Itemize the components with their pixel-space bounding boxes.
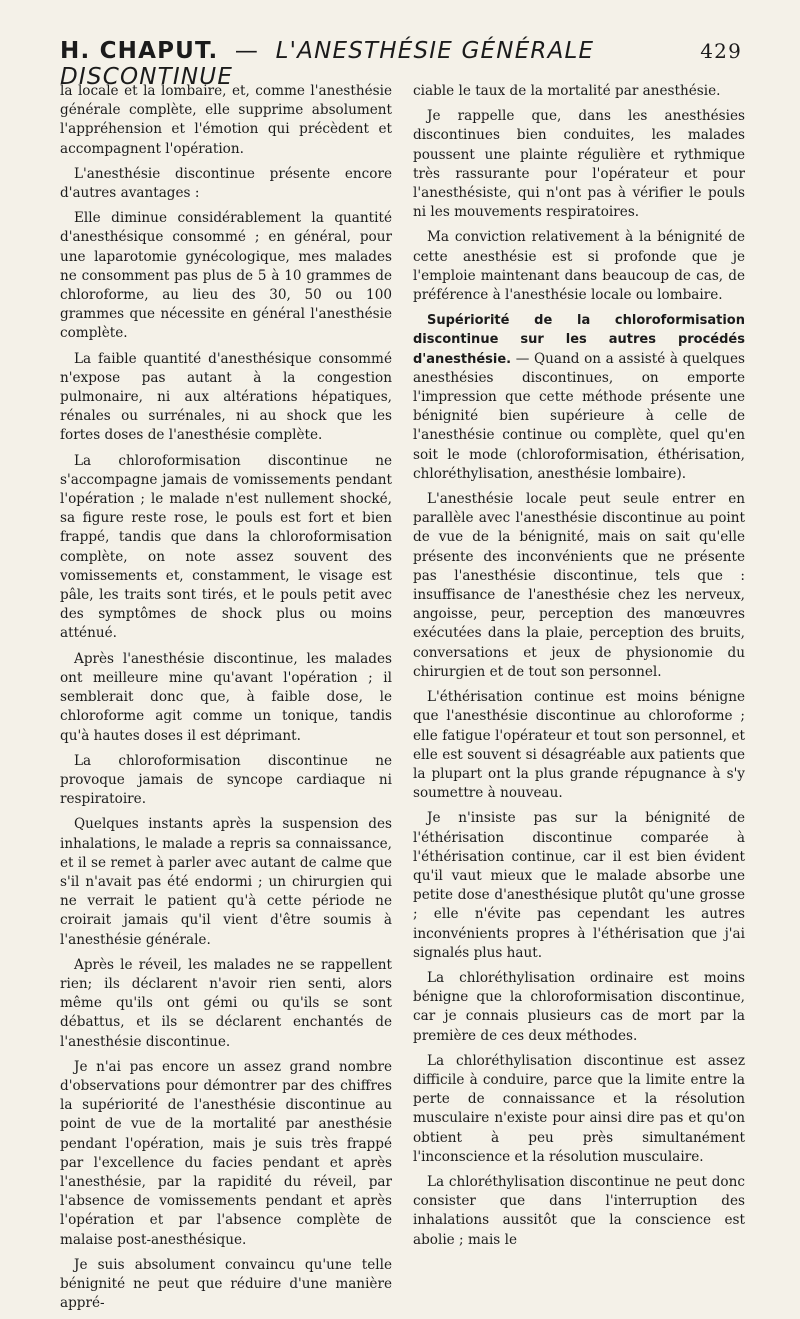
running-header: [60, 38, 742, 90]
paragraph: la locale et la lombaire, et, comme l'anesthésie générale complète, elle supprime absolument l'appréhension et l'émotion qui précèdent et accompagnent l'opération.: [60, 83, 392, 157]
paragraph: La chloroformisation discontinue ne s'accompagne jamais de vomissements pendant l'opération ; le malade n'est nullement shocké, sa figure reste rose, le pouls est fort et bien frappé, tandis que dans la chloroformisation complète, on note assez souvent des vomissements et, constamment, le visage est pâle, les traits sont tirés, et le pouls petit avec des symptômes de shock plus ou moins atténué.: [60, 452, 392, 642]
paragraph: L'anesthésie locale peut seule entrer en parallèle avec l'anesthésie discontinue au point de vue de la bénignité, mais on sait qu'elle présente des inconvénients que ne présente pas l'anesthésie discontinue, tels que : insuffisance de l'anesthésie chez les nerveux, angoisse, peur, perception des manœuvres exécutées dans la plaie, perception des bruits, conversations et jeux de physionomie du chirurgien et de tout son personnel.: [413, 491, 745, 680]
paragraph: Je rappelle que, dans les anesthésies discontinues bien conduites, les malades poussent une plainte régulière et rythmique très rassurante pour l'opérateur et pour l'anesthésiste, qui n'ont pas à vérifier le pouls ni les mouvements respiratoires.: [413, 108, 745, 221]
paragraph: Après l'anesthésie discontinue, les malades ont meilleure mine qu'avant l'opération ; il semblerait donc que, à faible dose, le chloroforme agit comme un tonique, tandis qu'à hautes doses il est déprimant.: [60, 650, 392, 744]
page-number: 429: [700, 39, 742, 63]
paragraph: Je n'insiste pas sur la bénignité de l'éthérisation discontinue comparée à l'éthérisation continue, car il est bien évident qu'il vaut mieux que le malade absorbe une petite dose d'anesthésique plutôt qu'une grosse ; elle n'évite pas cependant les autres inconvénients propres à l'éthérisation que j'ai signalés plus haut.: [413, 810, 745, 961]
right-column: [413, 82, 745, 1256]
header-separator: —: [234, 38, 260, 64]
paragraph: Je n'ai pas encore un assez grand nombre d'observations pour démontrer par des chiffres la supériorité de l'anesthésie discontinue au point de vue de la mortalité par anesthésie pendant l'opération, mais je suis très frappé par l'excellence du facies pendant et après l'anesthésie, par la rapidité du réveil, par l'absence de vomissements pendant et après l'opération et par l'absence complète de malaise post-anesthésique.: [60, 1058, 392, 1248]
paragraph: L'anesthésie discontinue présente encore d'autres avantages :: [60, 165, 392, 202]
section-heading: Supériorité de la chloroformisation discontinue sur les autres procédés d'anesthésie.: [413, 313, 745, 367]
paragraph: L'éthérisation continue est moins bénigne que l'anesthésie discontinue au chloroforme ; elle fatigue l'opérateur et tout son personnel, et elle est souvent si désagréable aux patients que la plupart ont la plus grande répugnance à s'y soumettre à nouveau.: [413, 689, 745, 802]
paragraph: Quelques instants après la suspension des inhalations, le malade a repris sa connaissance, et il se remet à parler avec autant de calme que s'il n'avait pas été endormi ; un chirurgien qui ne verrait le patient qu'à cette période ne croirait jamais qu'il vient d'être soumis à l'anesthésie générale.: [60, 816, 392, 948]
running-title: L'ANESTHÉSIE GÉNÉRALE DISCONTINUE: [60, 38, 595, 90]
paragraph: La chloréthylisation discontinue est assez difficile à conduire, parce que la limite entre la perte de connaissance et la résolution musculaire n'existe pour ainsi dire pas et qu'on obtient à peu près simultanément l'inconscience et la résolution musculaire.: [413, 1052, 745, 1165]
paragraph: Je suis absolument convaincu qu'une telle bénignité ne peut que réduire d'une manière appré-: [60, 1256, 392, 1312]
paragraph: La chloroformisation discontinue ne provoque jamais de syncope cardiaque ni respiratoire.: [60, 752, 392, 808]
section-text: — Quand on a assisté à quelques anesthésies discontinues, on emporte l'impression que cette méthode présente une bénignité bien supérieure à celle de l'anesthésie continue ou complète, quel qu'en soit le mode (chloroformisation, éthérisation, chloréthylisation, anesthésie lombaire).: [413, 350, 745, 482]
paragraph: Après le réveil, les malades ne se rappellent rien; ils déclarent n'avoir rien senti, alors même qu'ils ont gémi ou qu'ils se sont débattus, et ils se déclarent enchantés de l'anesthésie discontinue.: [60, 956, 392, 1050]
paragraph: La faible quantité d'anesthésique consommé n'expose pas autant à la congestion pulmonaire, ni aux altérations hépatiques, rénales ou surrénales, ni au shock que les fortes doses de l'anesthésie complète.: [60, 350, 392, 444]
paragraph: La chloréthylisation discontinue ne peut donc consister que dans l'interruption des inhalations aussitôt que la conscience est abolie ; mais le: [413, 1173, 745, 1248]
section-paragraph: [413, 311, 745, 484]
paragraph: Elle diminue considérablement la quantité d'anesthésique consommé ; en général, pour une laparotomie gynécologique, mes malades ne consomment pas plus de 5 à 10 grammes de chloroforme, au lieu des 30, 50 ou 100 grammes que nécessite en général l'anesthésie complète.: [60, 210, 392, 342]
paragraph: ciable le taux de la mortalité par anesthésie.: [413, 83, 721, 99]
paragraph: La chloréthylisation ordinaire est moins bénigne que la chloroformisation discontinue, car je connais plusieurs cas de mort par la première de ces deux méthodes.: [413, 969, 745, 1044]
paragraph: Ma conviction relativement à la bénignité de cette anesthésie est si profonde que je l'emploie maintenant dans beaucoup de cas, de préférence à l'anesthésie locale ou lombaire.: [413, 229, 745, 304]
left-column: [60, 82, 392, 1319]
author-name: H. CHAPUT.: [60, 38, 219, 64]
